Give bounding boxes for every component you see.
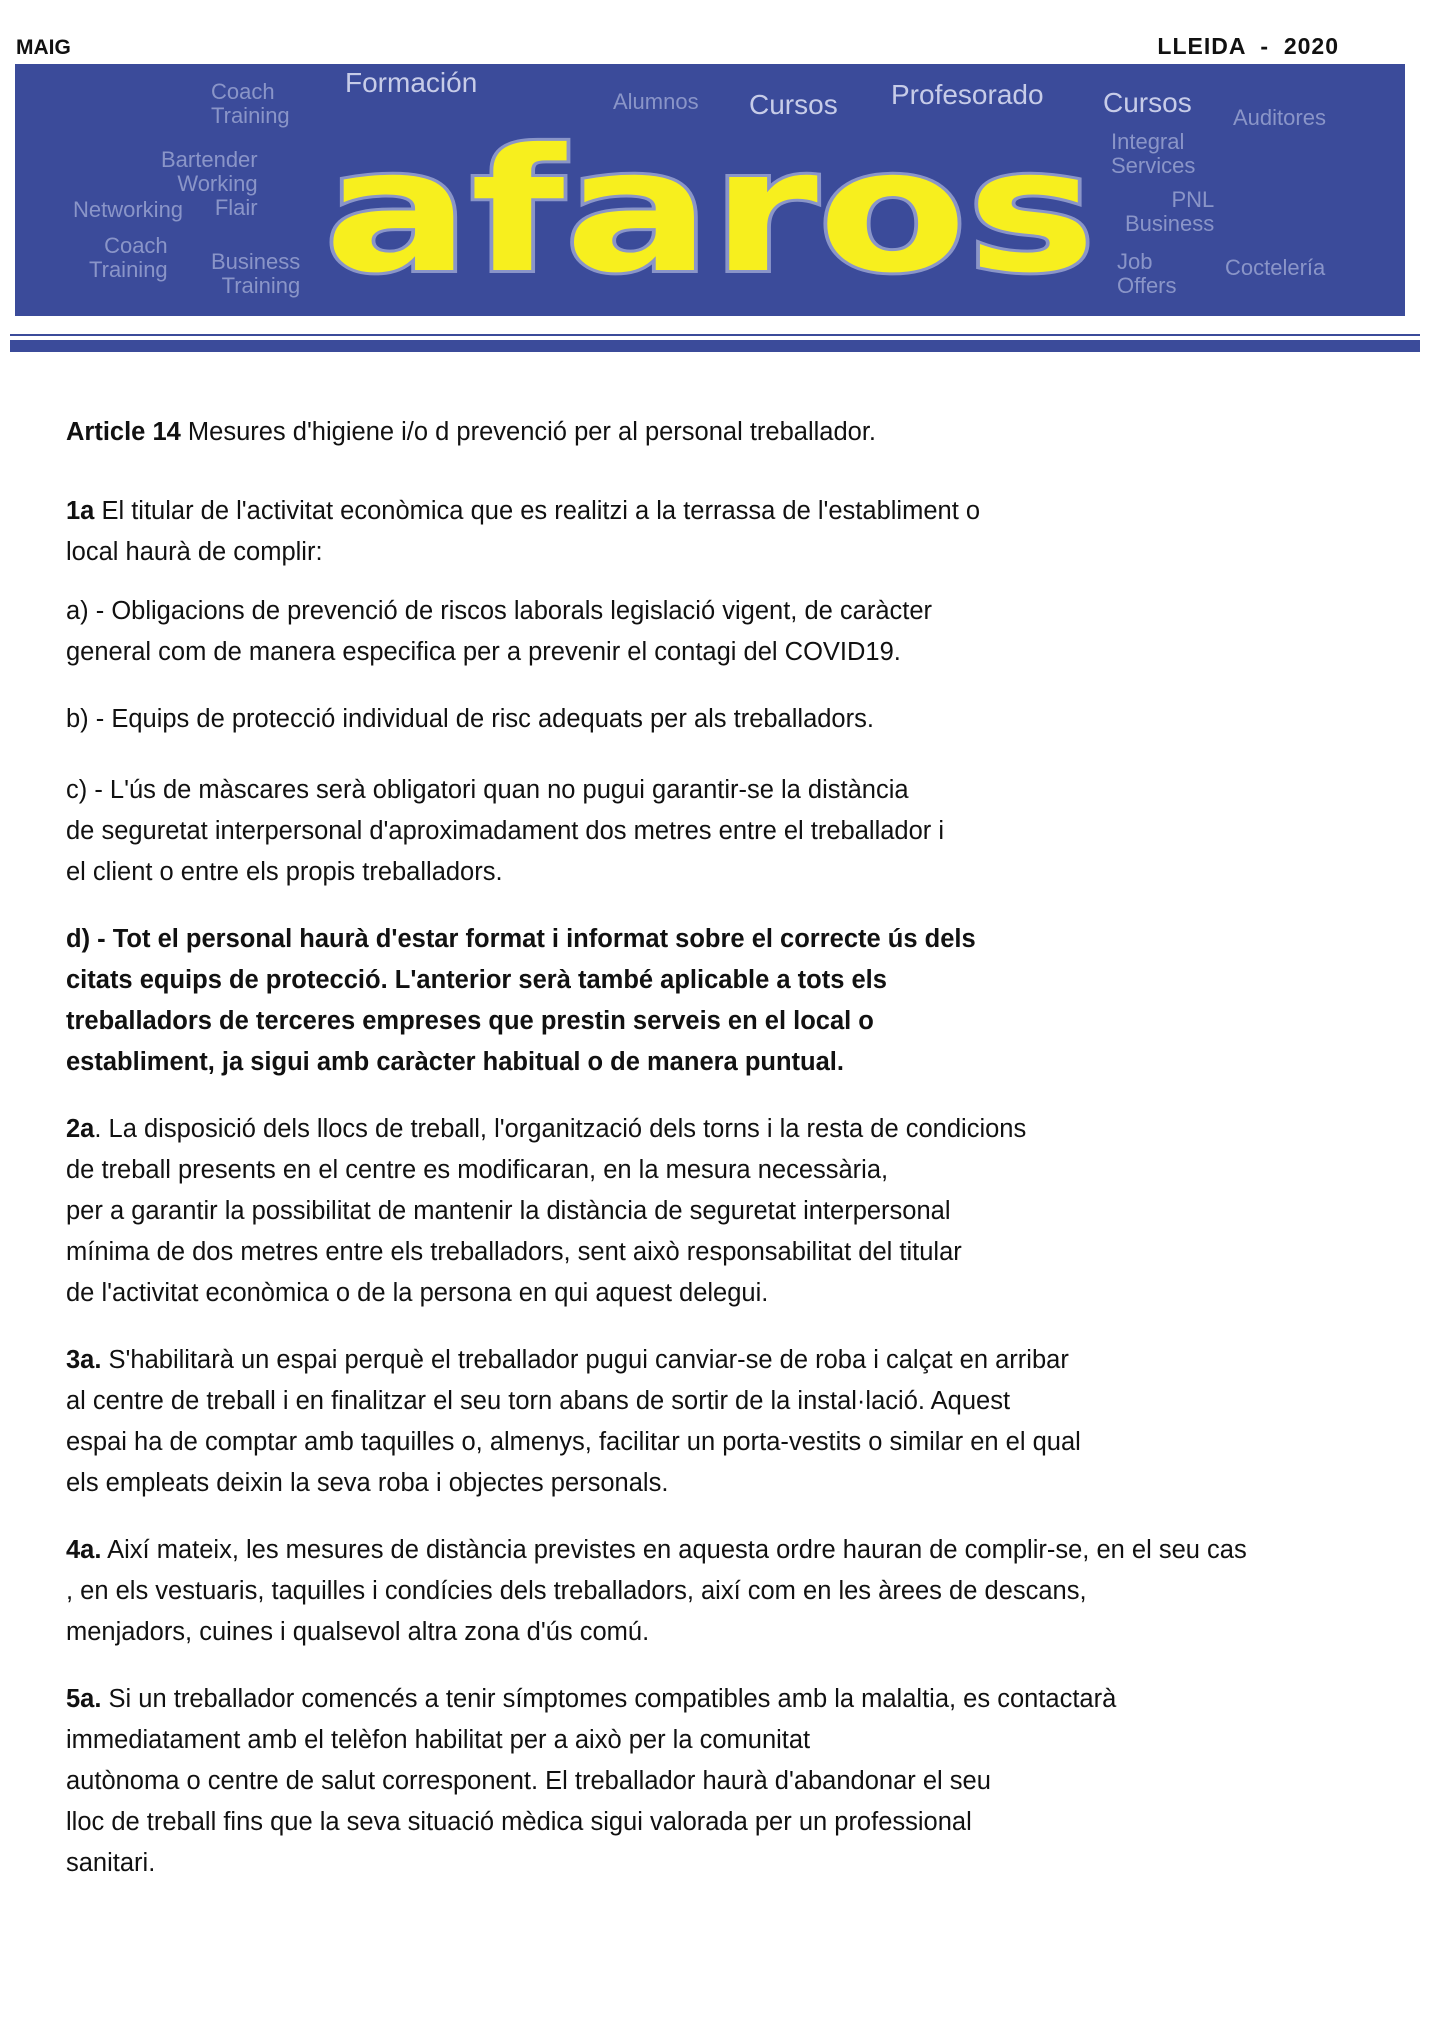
paragraph-5a	[66, 1679, 1396, 1884]
article-title	[66, 412, 1396, 453]
paragraph-4a-number: 4a.	[66, 1536, 102, 1564]
header-city-year: LLEIDA - 2020	[1157, 33, 1339, 59]
paragraph-1a	[66, 491, 1396, 573]
item-a: a) - Obligacions de prevenció de riscos laborals legislació vigent, de caràcter general com de manera especifica per a prevenir el contagi del COVID19.	[66, 597, 933, 666]
keyword-cursos-2: Cursos	[1103, 87, 1192, 118]
banner-thin-rule	[10, 334, 1420, 336]
keyword-bartender-working-flair: Bartender Working Flair	[161, 147, 258, 220]
paragraph-3a-number: 3a.	[66, 1346, 102, 1374]
paragraph-1a-number: 1a	[66, 497, 95, 525]
keyword-coach-training: Coach Training	[211, 79, 290, 128]
keyword-networking: Networking	[73, 197, 184, 222]
keyword-job-offers: Job Offers	[1117, 249, 1177, 298]
keyword-coach-training-2: Coach Training	[89, 233, 168, 282]
header-month: MAIG	[16, 36, 71, 59]
paragraph-1a-text: El titular de l'activitat econòmica que es realitzi a la terrassa de l'establiment o local haurà de complir:	[66, 497, 981, 566]
keyword-integral-services: Integral Services	[1111, 129, 1196, 178]
paragraph-5a-text: Si un treballador comencés a tenir símptomes compatibles amb la malaltia, es contactarà immediatament amb el telèfon habilitat per a això per la comunitat autònoma o centre de salut corresponent. El treballador haurà d'abandonar el seu lloc de treball fins que la seva situació mèdica sigui valorada per un professional sanitari.	[66, 1685, 1117, 1877]
article-body	[66, 412, 1396, 1884]
keyword-cocteleria: Coctelería	[1225, 255, 1326, 280]
paragraph-5a-number: 5a.	[66, 1685, 102, 1713]
paragraph-3a-text: S'habilitarà un espai perquè el treballador pugui canviar-se de roba i calçat en arribar al centre de treball i en finalitzar el seu torn abans de sortir de la instal·lació. Aquest espai ha de comptar amb taquilles o, almenys, facilitar un porta-vestits o similar en el qual els empleats deixin la seva roba i objectes personals.	[66, 1346, 1081, 1497]
keyword-business-training: Business Training	[211, 249, 301, 298]
keyword-pnl-business: PNL Business	[1125, 187, 1215, 236]
afaros-logo-text: afaros	[324, 113, 1096, 311]
item-c: c) - L'ús de màscares serà obligatori quan no pugui garantir-se la distància de seguretat interpersonal d'aproximadament dos metres entre el treballador i el client o entre els propis treballadors.	[66, 776, 945, 886]
paragraph-3a	[66, 1340, 1396, 1504]
keyword-alumnos: Alumnos	[613, 89, 699, 114]
article-title-text: Mesures d'higiene i/o d prevenció per al personal treballador.	[180, 418, 877, 446]
afaros-logo	[15, 64, 1405, 316]
paragraph-2a	[66, 1109, 1396, 1314]
keyword-cursos-1: Cursos	[749, 89, 838, 120]
paragraph-4a	[66, 1530, 1396, 1653]
paragraph-2a-text: . La disposició dels llocs de treball, l'organització dels torns i la resta de condicions de treball presents en el centre es modificaran, en la mesura necessària, per a garantir la possibilitat de mantenir la distància de seguretat interpersonal mínima de dos metres entre els treballadors, sent això responsabilitat del titular de l'activitat econòmica o de la persona en qui aquest delegui.	[66, 1115, 1027, 1307]
keyword-formacion: Formación	[345, 67, 478, 98]
keyword-profesorado: Profesorado	[891, 79, 1044, 110]
banner-rule	[10, 340, 1420, 352]
keyword-auditores: Auditores	[1233, 105, 1326, 130]
afaros-banner	[15, 64, 1405, 316]
item-d: d) - Tot el personal haurà d'estar format i informat sobre el correcte ús dels citats equips de protecció. L'anterior serà també aplicable a tots els treballadors de terceres empreses que prestin serveis en el local o establiment, ja sigui amb caràcter habitual o de manera puntual.	[66, 925, 976, 1076]
article-number: Article 14	[66, 418, 181, 446]
paragraph-4a-text: Així mateix, les mesures de distància previstes en aquesta ordre hauran de complir-se, en el seu cas , en els vestuaris, taquilles i condícies dels treballadors, així com en les àrees de descans, menjadors, cuines i qualsevol altra zona d'ús comú.	[66, 1536, 1247, 1646]
paragraph-2a-number: 2a	[66, 1115, 95, 1143]
item-b: b) - Equips de protecció individual de risc adequats per als treballadors.	[66, 705, 874, 733]
